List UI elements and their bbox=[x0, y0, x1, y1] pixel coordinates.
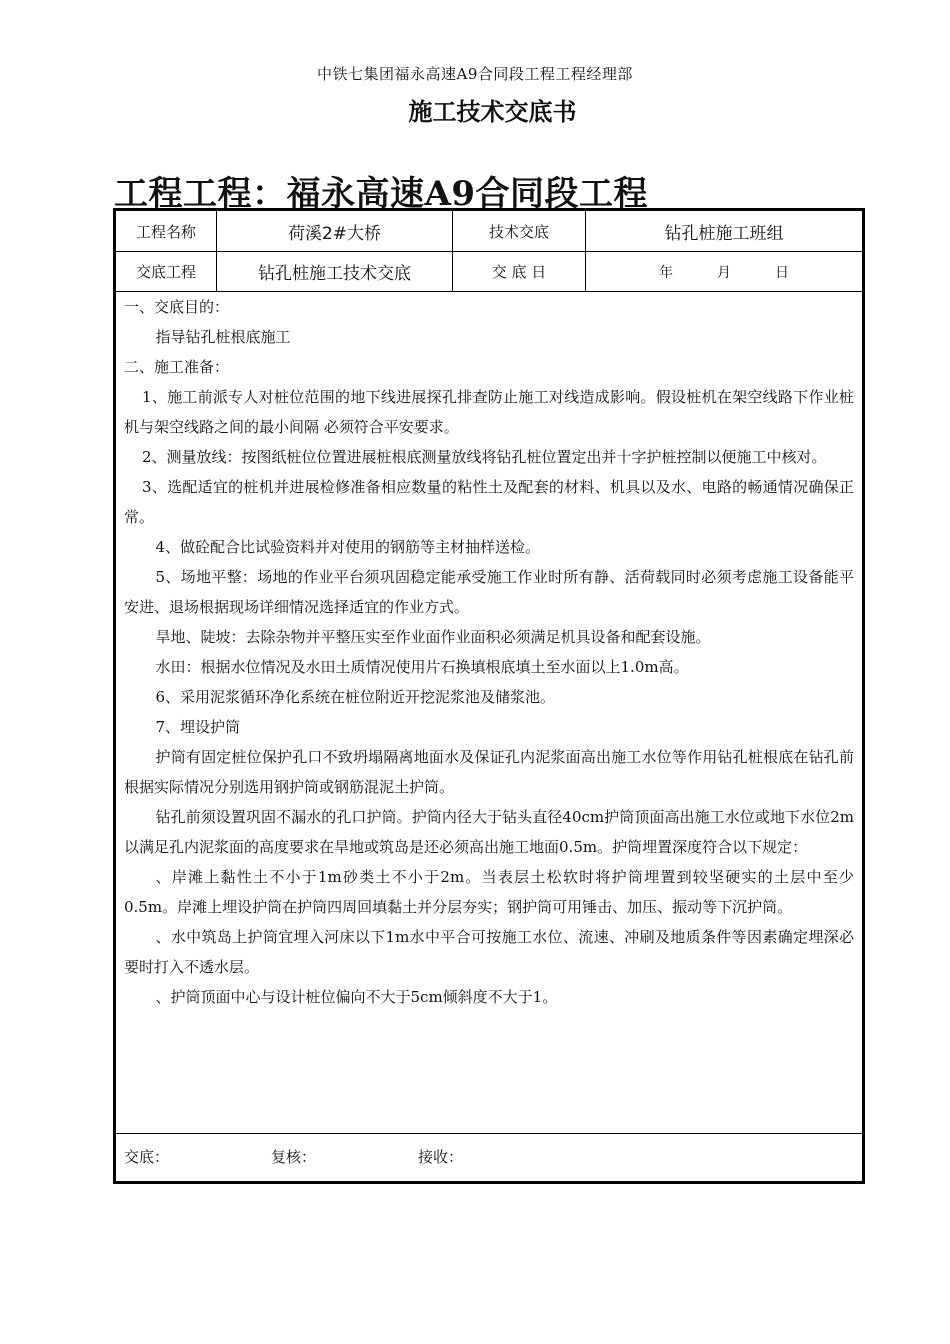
organization-name: 中铁七集团福永高速A9合同段工程工程经理部 bbox=[317, 65, 633, 83]
paragraph: 护筒有固定桩位保护孔口不致坍塌隔离地面水及保证孔内泥浆面高出施工水位等作用钻孔桩根底在钻孔前根据实际情况分别选用钢护筒或钢筋混泥土护筒。 bbox=[124, 748, 854, 796]
paragraph: 、护筒顶面中心与设计桩位偏向不大于5cm倾斜度不大于1。 bbox=[155, 988, 558, 1006]
paragraph: 1、施工前派专人对桩位范围的地下线进展探孔排查防止施工对线造成影响。假设桩机在架空线路下作业桩机与架空线路之间的最小间隔 必须符合平安要求。 bbox=[124, 388, 854, 436]
paragraph: 6、采用泥浆循环净化系统在桩位附近开挖泥浆池及储浆池。 bbox=[155, 688, 556, 706]
paragraph: 指导钻孔桩根底施工 bbox=[155, 328, 291, 346]
handover-form bbox=[113, 208, 865, 1184]
handover-signature-label: 交底： bbox=[124, 1148, 170, 1166]
project-name-label: 工程名称 bbox=[116, 211, 217, 251]
paragraph: 、岸滩上黏性土不小于1m砂类土不小于2m。当表层土松软时将护筒埋置到较坚硬实的土层中至少0.5m。岸滩上埋设护筒在护筒四周回填黏土并分层夯实；钢护筒可用锤击、加压、振动等下沉护筒。 bbox=[124, 868, 854, 916]
paragraph: 7、埋设护筒 bbox=[155, 718, 241, 736]
tech-value: 钻孔桩施工班组 bbox=[664, 223, 784, 244]
tech-label: 技术交底 bbox=[453, 211, 586, 251]
receiver-signature-label: 接收： bbox=[418, 1148, 464, 1166]
handover-item-label: 交底工程 bbox=[116, 252, 217, 291]
handover-item-value: 钻孔桩施工技术交底 bbox=[217, 252, 453, 291]
handover-content bbox=[124, 292, 854, 1012]
paragraph: 旱地、陡坡：去除杂物并平整压实至作业面作业面积必须满足机具设备和配套设施。 bbox=[155, 628, 711, 646]
info-row-2 bbox=[116, 252, 862, 292]
paragraph: 水田：根据水位情况及水田土质情况使用片石换填根底填土至水面以上1.0m高。 bbox=[155, 658, 689, 676]
date-year: 年 bbox=[659, 264, 673, 281]
footer-divider bbox=[116, 1133, 862, 1134]
date-day: 日 bbox=[775, 264, 789, 281]
paragraph: 5、场地平整：场地的作业平台须巩固稳定能承受施工作业时所有静、活荷载同时必须考虑施工设备能平安进、退场根据现场详细情况选择适宜的作业方式。 bbox=[124, 568, 854, 616]
paragraph: 3、选配适宜的桩机并进展检修准备相应数量的粘性土及配套的材料、机具以及水、电路的畅通情况确保正常。 bbox=[124, 478, 854, 526]
project-name-value: 荷溪2#大桥 bbox=[217, 211, 453, 251]
handover-date-label: 交 底 日 bbox=[453, 252, 586, 291]
paragraph: 钻孔前须设置巩固不漏水的孔口护筒。护筒内径大于钻头直径40cm护筒顶面高出施工水位或地下水位2m以满足孔内泥浆面的高度要求在旱地或筑岛是还必须高出施工地面0.5m。护筒埋置深度符合以下规定： bbox=[124, 808, 854, 856]
section-heading: 一、交底目的： bbox=[124, 298, 230, 316]
paragraph: 2、测量放线：按图纸桩位位置进展桩根底测量放线将钻孔桩位置定出并十字护桩控制以便施工中核对。 bbox=[142, 448, 827, 466]
date-month: 月 bbox=[717, 264, 731, 281]
signature-row bbox=[124, 1146, 565, 1167]
handover-date-value bbox=[586, 252, 862, 291]
document-title: 施工技术交底书 bbox=[408, 98, 577, 126]
review-signature-label: 复核： bbox=[271, 1148, 317, 1166]
info-row-1 bbox=[116, 211, 862, 252]
section-heading: 二、施工准备： bbox=[124, 358, 230, 376]
project-title: 工程工程：福永高速A9合同段工程 bbox=[114, 174, 649, 214]
paragraph: 、水中筑岛上护筒宜埋入河床以下1m水中平合可按施工水位、流速、冲刷及地质条件等因素确定埋深必要时打入不透水层。 bbox=[124, 928, 854, 976]
paragraph: 4、做砼配合比试验资料并对使用的钢筋等主材抽样送检。 bbox=[155, 538, 541, 556]
